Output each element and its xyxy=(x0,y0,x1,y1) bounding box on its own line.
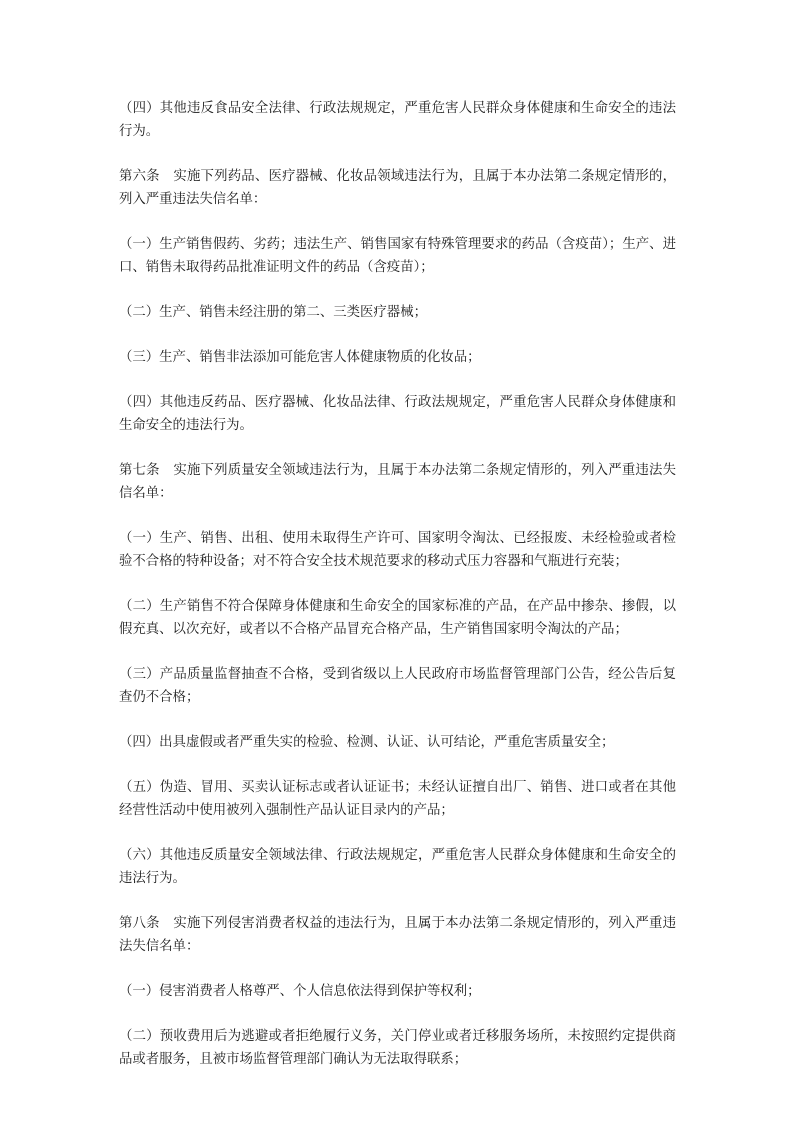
paragraph-article-6-item-2: （二）生产、销售未经注册的第二、三类医疗器械； xyxy=(119,305,427,320)
paragraph-article-7-item-3: （三）产品质量监督抽查不合格，受到省级以上人民政府市场监督管理部门公告，经公告后复查仍不合格； xyxy=(119,667,676,705)
paragraph-food-safety-item-4: （四）其他违反食品安全法律、行政法规规定，严重危害人民群众身体健康和生命安全的违法行为。 xyxy=(119,101,676,139)
paragraph-article-7-item-4: （四）出具虚假或者严重失实的检验、检测、认证、认可结论，严重危害质量安全； xyxy=(119,735,615,750)
paragraph-article-7-item-1: （一）生产、销售、出租、使用未取得生产许可、国家明令淘汰、已经报废、未经检验或者检验不合格的特种设备；对不符合安全技术规范要求的移动式压力容器和气瓶进行充装； xyxy=(119,531,676,569)
paragraph-article-8-item-1: （一）侵害消费者人格尊严、个人信息依法得到保护等权利； xyxy=(119,984,481,999)
paragraph-article-7-item-2: （二）生产销售不符合保障身体健康和生命安全的国家标准的产品，在产品中掺杂、掺假，以假充真、以次充好，或者以不合格产品冒充合格产品，生产销售国家明令淘汰的产品； xyxy=(119,599,676,637)
paragraph-article-7-item-5: （五）伪造、冒用、买卖认证标志或者认证证书；未经认证擅自出厂、销售、进口或者在其他经营性活动中使用被列入强制性产品认证目录内的产品； xyxy=(119,780,676,818)
paragraph-article-6-item-4: （四）其他违反药品、医疗器械、化妆品法律、行政法规规定，严重危害人民群众身体健康和生命安全的违法行为。 xyxy=(119,395,676,433)
document-body xyxy=(119,97,676,1093)
paragraph-article-6-item-1: （一）生产销售假药、劣药；违法生产、销售国家有特殊管理要求的药品（含疫苗）；生产、进口、销售未取得药品批准证明文件的药品（含疫苗）； xyxy=(119,237,676,275)
paragraph-article-8: 第八条 实施下列侵害消费者权益的违法行为，且属于本办法第二条规定情形的，列入严重违法失信名单： xyxy=(119,916,676,954)
paragraph-article-7: 第七条 实施下列质量安全领域违法行为，且属于本办法第二条规定情形的，列入严重违法失信名单： xyxy=(119,463,676,501)
paragraph-article-6-item-3: （三）生产、销售非法添加可能危害人体健康物质的化妆品； xyxy=(119,350,481,365)
paragraph-article-8-item-2: （二）预收费用后为逃避或者拒绝履行义务，关门停业或者迁移服务场所，未按照约定提供商品或者服务，且被市场监督管理部门确认为无法取得联系； xyxy=(119,1029,676,1067)
paragraph-article-6: 第六条 实施下列药品、医疗器械、化妆品领域违法行为，且属于本办法第二条规定情形的，列入严重违法失信名单： xyxy=(119,169,676,207)
paragraph-article-7-item-6: （六）其他违反质量安全领域法律、行政法规规定，严重危害人民群众身体健康和生命安全的违法行为。 xyxy=(119,848,676,886)
